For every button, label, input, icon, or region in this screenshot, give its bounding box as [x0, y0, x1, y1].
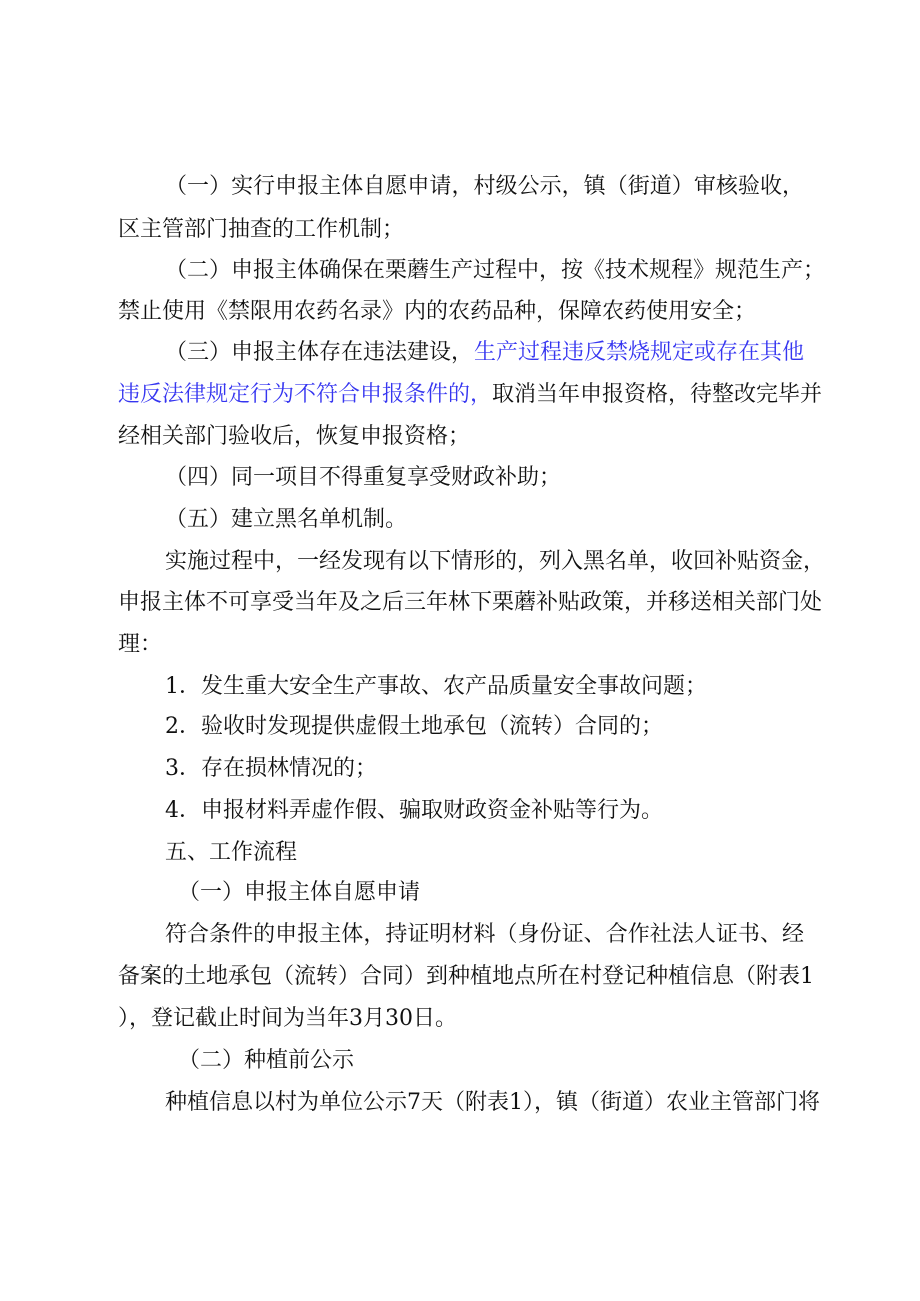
paragraph-line: （五）建立黑名单机制。 — [165, 507, 408, 532]
text-segment: 取消当年申报资格，待整改完毕并 — [492, 382, 823, 407]
list-item: 3．存在损林情况的； — [165, 756, 377, 781]
paragraph-line: 实施过程中，一经发现有以下情形的，列入黑名单，收回补贴资金， — [165, 549, 826, 574]
paragraph-line: 符合条件的申报主体，持证明材料（身份证、合作社法人证书、经 — [165, 922, 804, 947]
paragraph-line — [118, 381, 823, 409]
paragraph-line: 区主管部门抽查的工作机制； — [118, 217, 405, 242]
list-item: 2．验收时发现提供虚假土地承包（流转）合同的； — [165, 714, 663, 739]
paragraph-line: （二）申报主体确保在栗蘑生产过程中，按《技术规程》规范生产； — [165, 258, 826, 283]
paragraph-line: 禁止使用《禁限用农药名录》内的农药品种，保障农药使用安全； — [118, 299, 757, 324]
highlighted-text: 违反法律规定行为不符合申报条件的， — [118, 382, 493, 407]
paragraph-line: （四）同一项目不得重复享受财政补助； — [165, 465, 562, 490]
paragraph-line: 经相关部门验收后，恢复申报资格； — [118, 424, 471, 449]
subsection-heading: （一）申报主体自愿申请 — [178, 880, 421, 905]
paragraph-line: 理： — [118, 632, 163, 657]
paragraph-line — [165, 339, 804, 367]
section-heading: 五、工作流程 — [165, 840, 298, 865]
highlighted-text: 生产过程违反禁烧规定或存在其他 — [473, 340, 804, 365]
paragraph-line: 备案的土地承包（流转）合同）到种植地点所在村登记种植信息（附表1 — [118, 964, 814, 989]
paragraph-line: 申报主体不可享受当年及之后三年林下栗蘑补贴政策，并移送相关部门处 — [118, 590, 823, 615]
paragraph-line: （一）实行申报主体自愿申请，村级公示，镇（街道）审核验收， — [165, 174, 804, 199]
paragraph-line: ），登记截止时间为当年3月30日。 — [118, 1006, 457, 1031]
subsection-heading: （二）种植前公示 — [178, 1048, 355, 1073]
text-segment: （三）申报主体存在违法建设， — [165, 340, 474, 365]
list-item: 4．申报材料弄虚作假、骗取财政资金补贴等行为。 — [165, 798, 663, 823]
list-item: 1．发生重大安全生产事故、农产品质量安全事故问题； — [165, 674, 707, 699]
paragraph-line: 种植信息以村为单位公示7天（附表1），镇（街道）农业主管部门将 — [165, 1090, 820, 1115]
